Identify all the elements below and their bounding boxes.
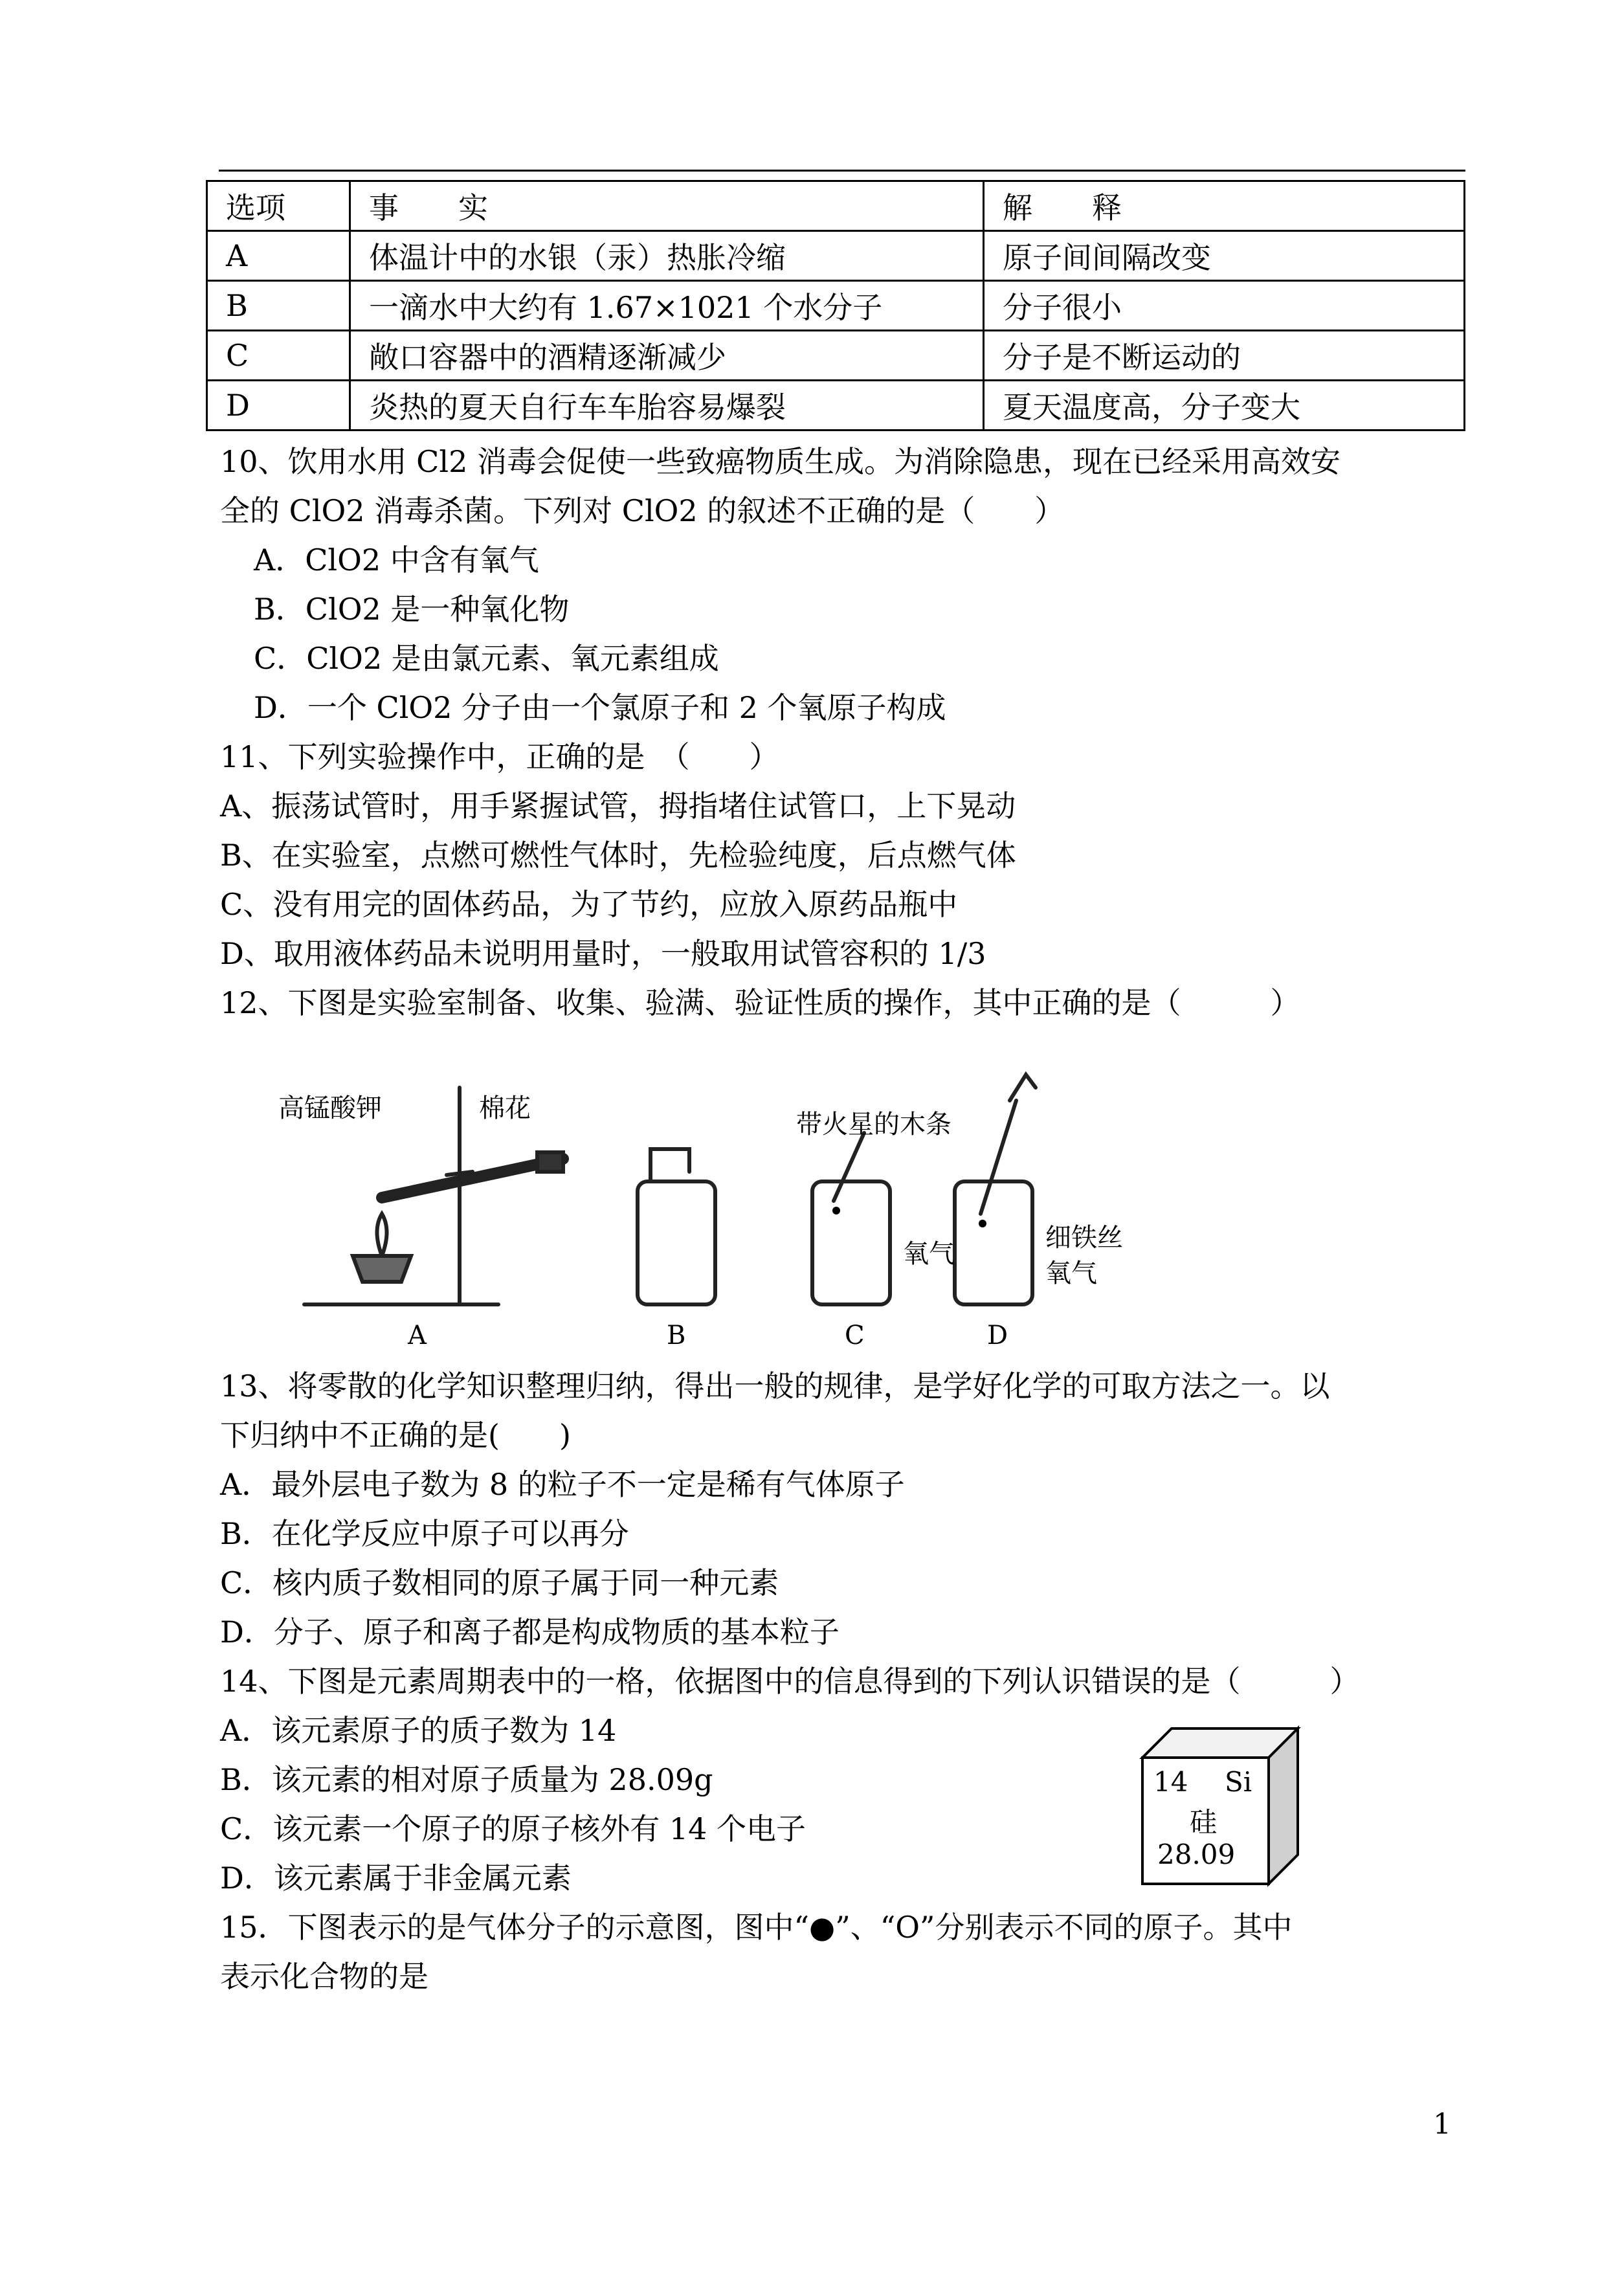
flame — [377, 1214, 387, 1256]
label-glowing-splint: 带火星的木条 — [796, 1110, 951, 1139]
q11-stem: 11、下列实验操作中，正确的是 （ ） — [220, 739, 779, 774]
q10-stem-line1: 10、饮用水用 Cl2 消毒会促使一些致癌物质生成。为消除隐患，现在已经采用高效安 — [220, 444, 1340, 479]
q13-option-c: C．核内质子数相同的原子属于同一种元素 — [220, 1565, 779, 1600]
q12-apparatus-figure — [278, 1062, 1256, 1359]
q14-option-c: C．该元素一个原子的原子核外有 14 个电子 — [220, 1811, 806, 1846]
q13-option-a: A．最外层电子数为 8 的粒子不一定是稀有气体原子 — [220, 1467, 905, 1502]
q13-stem-line2: 下归纳中不正确的是( ) — [220, 1418, 571, 1453]
q11-option-d: D、取用液体药品未说明用量时，一般取用试管容积的 1/3 — [220, 936, 986, 971]
figure-letter-b: B — [667, 1321, 686, 1350]
table-cell: 一滴水中大约有 1.67×1021 个水分子 — [350, 281, 984, 331]
table-cell: 敞口容器中的酒精逐渐减少 — [350, 331, 984, 381]
q11-option-c: C、没有用完的固体药品，为了节约，应放入原药品瓶中 — [220, 887, 958, 922]
figure-letter-d: D — [987, 1321, 1008, 1350]
label-cotton: 棉花 — [479, 1093, 531, 1123]
bottle-b-tube — [651, 1149, 689, 1181]
table-cell: C — [207, 331, 350, 381]
table-row — [207, 281, 1465, 331]
q13-stem-line1: 13、将零散的化学知识整理归纳，得出一般的规律，是学好化学的可取方法之一。以 — [220, 1369, 1330, 1404]
table-header-cell: 选项 — [207, 181, 350, 231]
crucible-tongs — [1010, 1075, 1036, 1101]
page-number: 1 — [1433, 2108, 1451, 2141]
q14-option-b: B．该元素的相对原子质量为 28.09g — [220, 1762, 713, 1797]
q10-option-b: B．ClO2 是一种氧化物 — [254, 592, 570, 627]
table-cell: 原子间间隔改变 — [984, 231, 1465, 281]
table-cell: 分子是不断运动的 — [984, 331, 1465, 381]
table-cell: B — [207, 281, 350, 331]
table-cell: 体温计中的水银（汞）热胀冷缩 — [350, 231, 984, 281]
element-mass: 28.09 — [1157, 1839, 1236, 1870]
label-oxygen-d: 氧气 — [1045, 1258, 1097, 1288]
table-cell: A — [207, 231, 350, 281]
q10-option-c: C．ClO2 是由氯元素、氧元素组成 — [254, 641, 719, 676]
periodic-table-cell — [1139, 1722, 1301, 1890]
label-kmno4: 高锰酸钾 — [278, 1093, 382, 1123]
q13-option-d: D．分子、原子和离子都是构成物质的基本粒子 — [220, 1615, 840, 1650]
table-cell: D — [207, 381, 350, 431]
q15-stem-line2: 表示化合物的是 — [220, 1959, 428, 1994]
iron-wire — [981, 1101, 1016, 1214]
bottle-c — [812, 1181, 890, 1304]
bottle-d — [955, 1181, 1032, 1304]
table-header-cell: 事 实 — [350, 181, 984, 231]
table-row — [207, 331, 1465, 381]
q12-stem: 12、下图是实验室制备、收集、验满、验证性质的操作，其中正确的是（ ） — [220, 985, 1300, 1020]
q14-option-a: A．该元素原子的质子数为 14 — [220, 1713, 617, 1748]
table-cell: 夏天温度高，分子变大 — [984, 381, 1465, 431]
q11-option-b: B、在实验室，点燃可燃性气体时，先检验纯度，后点燃气体 — [220, 838, 1016, 873]
q10-stem-line2: 全的 ClO2 消毒杀菌。下列对 ClO2 的叙述不正确的是（ ） — [220, 493, 1065, 528]
q15-stem-line1: 15．下图表示的是气体分子的示意图，图中“●”、“O”分别表示不同的原子。其中 — [220, 1910, 1293, 1945]
label-oxygen-c: 氧气 — [903, 1239, 955, 1269]
glowing-splint — [834, 1133, 864, 1201]
table-header-row — [207, 181, 1465, 231]
header-rule — [219, 170, 1465, 172]
table-row — [207, 231, 1465, 281]
facts-table — [206, 180, 1465, 431]
element-name: 硅 — [1190, 1806, 1218, 1838]
stopper — [537, 1152, 563, 1172]
element-number: 14 — [1153, 1766, 1188, 1798]
table-row — [207, 381, 1465, 431]
q14-option-d: D．该元素属于非金属元素 — [220, 1861, 572, 1896]
table-cell: 分子很小 — [984, 281, 1465, 331]
q10-option-d: D．一个 ClO2 分子由一个氯原子和 2 个氧原子构成 — [254, 690, 946, 725]
table-cell: 炎热的夏天自行车车胎容易爆裂 — [350, 381, 984, 431]
alcohol-burner — [353, 1256, 411, 1282]
apparatus-illustration — [285, 1062, 1256, 1359]
q11-option-a: A、振荡试管时，用手紧握试管，拇指堵住试管口，上下晃动 — [220, 789, 1016, 823]
element-symbol: Si — [1225, 1766, 1252, 1798]
bottle-b — [638, 1181, 715, 1304]
figure-letter-a: A — [408, 1321, 427, 1350]
label-iron-wire: 细铁丝 — [1045, 1223, 1123, 1253]
figure-letter-c: C — [845, 1321, 865, 1350]
q14-stem: 14、下图是元素周期表中的一格，依据图中的信息得到的下列认识错误的是（ ） — [220, 1664, 1360, 1699]
q10-option-a: A．ClO2 中含有氧气 — [254, 542, 539, 577]
table-header-cell: 解 释 — [984, 181, 1465, 231]
q13-option-b: B．在化学反应中原子可以再分 — [220, 1516, 629, 1551]
